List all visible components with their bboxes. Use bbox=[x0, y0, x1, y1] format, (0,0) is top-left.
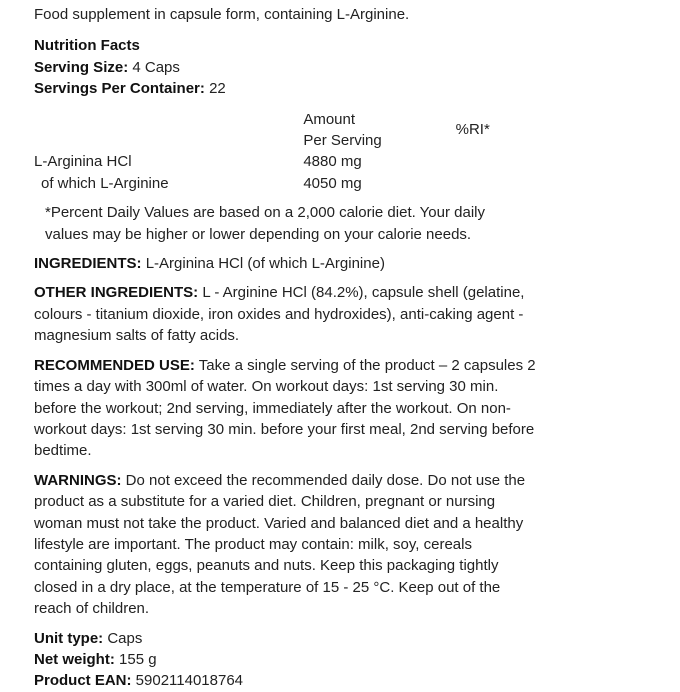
servings-label: Servings Per Container: bbox=[34, 80, 205, 98]
ingredients-text: L-Arginina HCl (of which L-Arginine) bbox=[145, 255, 385, 273]
other-ingredients-label: OTHER INGREDIENTS: bbox=[34, 284, 199, 302]
nutrition-facts-section bbox=[34, 35, 534, 245]
nutrient-name: L-Arginina HCl bbox=[34, 153, 132, 171]
nutrition-table bbox=[34, 109, 534, 195]
nutrient-name: of which L-Arginine bbox=[41, 174, 169, 192]
product-details bbox=[34, 628, 534, 692]
serving-size bbox=[34, 57, 534, 78]
serving-size-label: Serving Size: bbox=[34, 58, 129, 76]
ingredients bbox=[34, 253, 534, 274]
table-row bbox=[34, 151, 534, 172]
nutrient-ri bbox=[456, 173, 534, 194]
servings-value: 22 bbox=[209, 80, 226, 98]
daily-value-footnote: *Percent Daily Values are based on a 2,000 calorie diet. Your daily values may be higher or lower depending on your calorie needs. bbox=[45, 204, 486, 243]
product-description bbox=[34, 4, 534, 692]
ri-header: %RI* bbox=[455, 121, 490, 139]
net-weight-label: Net weight: bbox=[34, 650, 115, 668]
ean-value: 5902114018764 bbox=[135, 672, 244, 690]
other-ingredients: OTHER INGREDIENTS: L - Arginine HCl (84.2%), capsule shell (gelatine, colours - titanium dioxide, iron oxides and hydroxides), anti-caking agent - magnesium salts of fatty acids. bbox=[34, 284, 525, 345]
intro-text: Food supplement in capsule form, containing L-Arginine. bbox=[34, 6, 410, 23]
nutrition-title: Nutrition Facts bbox=[34, 37, 140, 55]
nutrient-amount: 4050 mg bbox=[303, 174, 362, 192]
recommended-use-label: RECOMMENDED USE: bbox=[34, 356, 195, 374]
warnings-label: WARNINGS: bbox=[34, 471, 122, 489]
net-weight-value: 155 g bbox=[119, 650, 157, 668]
warnings: WARNINGS: Do not exceed the recommended daily dose. Do not use the product as a substitute for a varied diet. Children, pregnant or nursing woman must not take the product. Varied and balanced diet and a healthy lifestyle are important. The product may contain: milk, soy, cereals containing gluten, eggs, peanuts and nuts. Keep this packaging tightly closed in a dry place, at the temperature of 15 - 25 °C. Keep out of the reach of children. bbox=[34, 471, 526, 618]
product-ean bbox=[34, 670, 534, 691]
ean-label: Product EAN: bbox=[34, 672, 132, 690]
amount-header: Amount Per Serving bbox=[303, 110, 382, 150]
nutrient-ri bbox=[456, 151, 534, 172]
servings-per-container bbox=[34, 78, 534, 99]
table-row bbox=[34, 173, 534, 194]
unit-type-value: Caps bbox=[107, 629, 143, 647]
unit-type bbox=[34, 628, 534, 649]
recommended-use: RECOMMENDED USE: Take a single serving of the product – 2 capsules 2 times a day with 300ml of water. On workout days: 1st serving 30 min. before the workout; 2nd serving, immediately after the workout. On non- workout days: 1st serving 30 min. before your first meal, 2nd serving before bedtime. bbox=[34, 356, 536, 460]
net-weight bbox=[34, 649, 534, 670]
ingredients-label: INGREDIENTS: bbox=[34, 255, 142, 273]
unit-type-label: Unit type: bbox=[34, 629, 104, 647]
nutrient-amount: 4880 mg bbox=[303, 153, 362, 171]
serving-size-value: 4 Caps bbox=[132, 58, 180, 76]
table-header-row bbox=[34, 109, 534, 152]
